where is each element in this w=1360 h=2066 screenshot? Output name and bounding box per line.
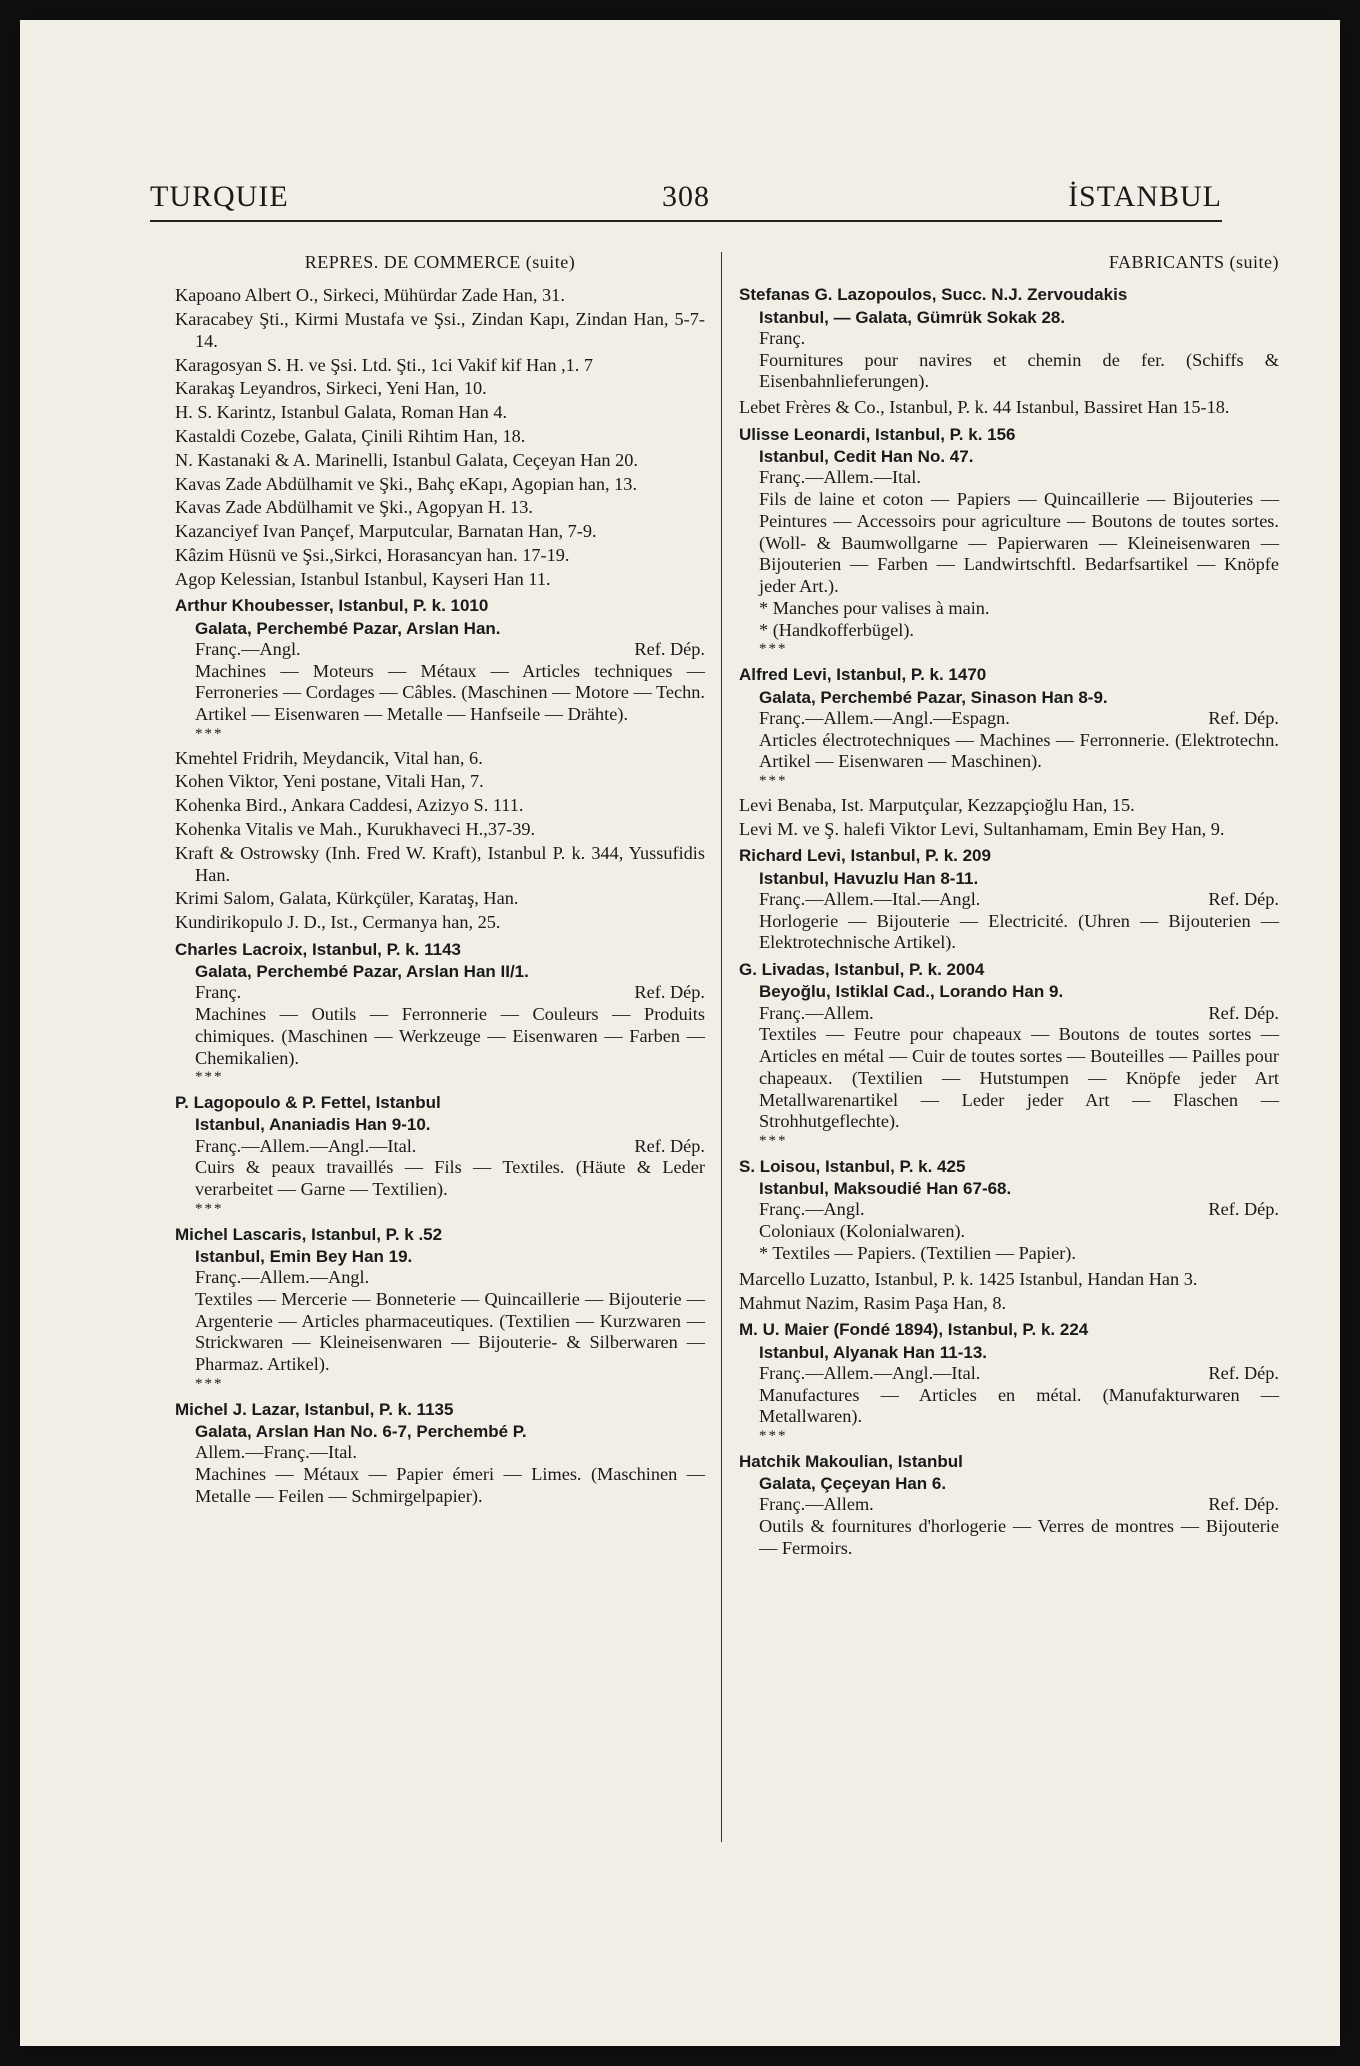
- listing-entry: Agop Kelessian, Istanbul Istanbul, Kayseri Han 11.: [175, 568, 551, 589]
- separator-stars: ***: [759, 1133, 788, 1150]
- company-address: Istanbul, Havuzlu Han 8-11.: [759, 868, 979, 888]
- references: Ref. Dép.: [634, 982, 705, 1003]
- listing-entry: Marcello Luzatto, Istanbul, P. k. 1425 Istanbul, Handan Han 3.: [739, 1268, 1198, 1289]
- languages: Franç.—Allem.—Angl.: [195, 1267, 370, 1288]
- company-block-livadas: [739, 960, 1279, 1151]
- products: Textiles — Feutre pour chapeaux — Boutons de toutes sortes — Articles en métal — Cuir de toutes sortes — Bouteilles — Pailles pour chapeaux. (Textilien — Hutstumpen — Knöpfe jeder Art Metallwarenartikel — Leder jeder Art — Flaschen — Strohhutgeflechte).: [759, 1024, 1279, 1132]
- references: Ref. Dép.: [1208, 707, 1279, 728]
- listing-entry: Kâzim Hüsnü ve Şsi.,Sirkci, Horasancyan han. 17-19.: [175, 544, 570, 565]
- references: Ref. Dép.: [1208, 1362, 1279, 1383]
- company-name: Stefanas G. Lazopoulos, Succ. N.J. Zervoudakis: [739, 285, 1128, 305]
- company-block-lagopoulo: [175, 1093, 705, 1219]
- company-name: Richard Levi, Istanbul, P. k. 209: [739, 846, 991, 866]
- listing-entry: Kohenka Vitalis ve Mah., Kurukhaveci H.,37-39.: [175, 819, 536, 839]
- products: Cuirs & peaux travaillés — Fils — Textiles. (Häute & Leder verarbeitet — Garne — Textilien).: [195, 1157, 705, 1200]
- separator-stars: ***: [195, 725, 224, 742]
- references: Ref. Dép.: [1208, 888, 1279, 909]
- company-name: Arthur Khoubesser, Istanbul, P. k. 1010: [175, 596, 489, 616]
- company-name: M. U. Maier (Fondé 1894), Istanbul, P. k. 224: [739, 1320, 1089, 1340]
- company-address: Galata, Perchembé Pazar, Arslan Han.: [195, 618, 501, 638]
- listing-entry: Levi Benaba, Ist. Marputçular, Kezzapçioğlu Han, 15.: [739, 794, 1135, 815]
- right-column: [739, 252, 1279, 1564]
- products: Manufactures — Articles en métal. (Manufakturwaren — Metallwaren).: [759, 1384, 1279, 1427]
- languages-line: [739, 708, 1279, 730]
- references: Ref. Dép.: [1208, 1494, 1279, 1515]
- company-block-loisou: [739, 1157, 1279, 1265]
- languages: Franç.: [759, 327, 806, 348]
- company-address: Istanbul, Maksoudié Han 67-68.: [759, 1179, 1012, 1199]
- listing-entry: Krimi Salom, Galata, Kürkçüler, Karataş, Han.: [175, 888, 519, 909]
- left-column-title: REPRES. DE COMMERCE (suite): [304, 252, 576, 272]
- note: * Manches pour valises à main.: [759, 597, 990, 618]
- listing-entry: Kazanciyef Ivan Pançef, Marputcular, Barnatan Han, 7-9.: [175, 521, 597, 542]
- company-address: Beyoğlu, Istiklal Cad., Lorando Han 9.: [759, 982, 1064, 1002]
- company-block-lacroix: [175, 940, 705, 1087]
- separator-stars: ***: [195, 1069, 224, 1086]
- languages-line: [739, 1199, 1279, 1221]
- company-block-lascaris: [175, 1225, 705, 1394]
- languages: Franç.—Allem.—Ital.: [759, 467, 921, 488]
- listing-entry: Karagosyan S. H. ve Şsi. Ltd. Şti., 1ci Vakif kif Han ,1. 7: [175, 354, 594, 375]
- languages: Franç.: [195, 982, 242, 1003]
- company-block-makoulian: [739, 1452, 1279, 1560]
- languages-line: [175, 639, 705, 661]
- right-column-title: FABRICANTS (suite): [1108, 252, 1279, 272]
- products: Fournitures pour navires et chemin de fer. (Schiffs & Eisenbahnlieferungen).: [759, 349, 1279, 392]
- note: * Textiles — Papiers. (Textilien — Papier).: [759, 1243, 1076, 1263]
- listing-entry: Kavas Zade Abdülhamit ve Şki., Agopyan H. 13.: [175, 497, 533, 518]
- products: Outils & fournitures d'horlogerie — Verres de montres — Bijouterie — Fermoirs.: [759, 1516, 1279, 1558]
- languages: Franç.—Allem.—Angl.—Espagn.: [759, 707, 1010, 728]
- references: Ref. Dép.: [1208, 1199, 1279, 1220]
- languages: Allem.—Franç.—Ital.: [195, 1442, 357, 1463]
- company-name: Hatchik Makoulian, Istanbul: [739, 1451, 963, 1471]
- products: Textiles — Mercerie — Bonneterie — Quincaillerie — Bijouterie — Argenterie — Articles pharmaceutiques. (Textilien — Kurzwaren — Strickwaren — Kleineisenwaren — Bijouterie- & Silberwaren — Pharmaz. Artikel).: [195, 1288, 705, 1375]
- listing-entry: Karacabey Şti., Kirmi Mustafa ve Şsi., Zindan Kapı, Zindan Han, 5-7-14.: [175, 309, 705, 351]
- products: Machines — Moteurs — Métaux — Articles techniques — Ferroneries — Cordages — Câbles. (Maschinen — Motore — Techn. Artikel — Eisenwaren — Metalle — Hanfseile — Drähte).: [195, 660, 705, 725]
- listing-entry: Kohenka Bird., Ankara Caddesi, Azizyo S. 111.: [175, 795, 524, 816]
- company-address: Galata, Çeçeyan Han 6.: [759, 1474, 947, 1494]
- languages-line: [739, 889, 1279, 911]
- products: Machines — Outils — Ferronnerie — Couleurs — Produits chimiques. (Maschinen — Werkzeuge — Eisenwaren — Farben — Chemikalien).: [195, 1004, 705, 1068]
- company-address: Galata, Arslan Han No. 6-7, Perchembé P.: [195, 1422, 527, 1442]
- company-name: Alfred Levi, Istanbul, P. k. 1470: [739, 665, 987, 685]
- languages-line: [739, 1363, 1279, 1385]
- page-header: [150, 170, 1222, 222]
- company-block-leonardi: [739, 425, 1279, 659]
- listing-entry: Kapoano Albert O., Sirkeci, Mühürdar Zade Han, 31.: [175, 285, 565, 306]
- page-number: 308: [662, 180, 710, 213]
- languages: Franç.—Allem.—Ital.—Angl.: [759, 888, 981, 909]
- languages-line: [175, 982, 705, 1004]
- company-block-maier: [739, 1320, 1279, 1446]
- company-name: Michel Lascaris, Istanbul, P. k .52: [175, 1224, 443, 1244]
- listing-entry: Mahmut Nazim, Rasim Paşa Han, 8.: [739, 1292, 1007, 1313]
- languages: Franç.—Allem.: [759, 1002, 874, 1023]
- company-name: S. Loisou, Istanbul, P. k. 425: [739, 1157, 966, 1177]
- languages: Franç.—Allem.—Angl.—Ital.: [195, 1135, 417, 1156]
- company-name: Ulisse Leonardi, Istanbul, P. k. 156: [739, 424, 1016, 444]
- column-divider: [721, 252, 722, 1842]
- company-name: Charles Lacroix, Istanbul, P. k. 1143: [175, 939, 461, 959]
- company-name: P. Lagopoulo & P. Fettel, Istanbul: [175, 1093, 441, 1113]
- products: Fils de laine et coton — Papiers — Quincaillerie — Bijouteries — Peintures — Accessoirs pour agriculture — Boutons de toutes sortes. (Woll- & Baumwollgarne — Papierwaren — Kleineisenwaren — Bijouterien — Farben — Landwirtschftl. Bedarfsartikel — Knöpfe jeder Art.).: [759, 489, 1279, 597]
- company-block-lazopoulos: [739, 285, 1279, 393]
- company-address: Galata, Perchembé Pazar, Arslan Han II/1.: [195, 962, 529, 982]
- company-address: Istanbul, Emin Bey Han 19.: [195, 1246, 413, 1266]
- listing-entry: Kastaldi Cozebe, Galata, Çinili Rihtim Han, 18.: [175, 426, 526, 446]
- products: Articles électrotechniques — Machines — Ferronnerie. (Elektrotechn. Artikel — Eisenwaren — Maschinen).: [759, 729, 1279, 772]
- products: Machines — Métaux — Papier émeri — Limes. (Maschinen — Metalle — Feilen — Schmirgelpapier).: [195, 1464, 705, 1506]
- languages-line: [739, 1494, 1279, 1516]
- company-block-khoubesser: [175, 596, 705, 743]
- separator-stars: ***: [759, 1428, 788, 1445]
- company-block-lazar: [175, 1400, 705, 1508]
- languages: Franç.—Allem.—Angl.—Ital.: [759, 1362, 981, 1383]
- separator-stars: ***: [195, 1376, 224, 1393]
- company-block-alfred-levi: [739, 665, 1279, 791]
- separator-stars: ***: [759, 773, 788, 790]
- languages: Franç.—Allem.: [759, 1494, 874, 1515]
- products: Horlogerie — Bijouterie — Electricité. (Uhren — Bijouterien — Elektrotechnische Artikel).: [759, 910, 1279, 953]
- listing-entry: Kohen Viktor, Yeni postane, Vitali Han, 7.: [175, 771, 484, 792]
- listing-entry: Levi M. ve Ş. halefi Viktor Levi, Sultanhamam, Emin Bey Han, 9.: [739, 818, 1225, 839]
- references: Ref. Dép.: [1208, 1002, 1279, 1023]
- document-page: [20, 20, 1340, 2046]
- listing-entry: N. Kastanaki & A. Marinelli, Istanbul Galata, Ceçeyan Han 20.: [175, 449, 638, 470]
- listing-entry: Karakaş Leyandros, Sirkeci, Yeni Han, 10.: [175, 378, 487, 399]
- header-country: TURQUIE: [150, 180, 289, 213]
- listing-entry: H. S. Karintz, Istanbul Galata, Roman Han 4.: [175, 402, 508, 423]
- languages: Franç.—Angl.: [759, 1199, 865, 1220]
- references: Ref. Dép.: [634, 1135, 705, 1156]
- company-name: Michel J. Lazar, Istanbul, P. k. 1135: [175, 1399, 454, 1419]
- left-column: [175, 252, 705, 1512]
- header-city: İSTANBUL: [1068, 180, 1222, 213]
- company-address: Galata, Perchembé Pazar, Sinason Han 8-9.: [759, 687, 1108, 707]
- languages-line: [175, 1136, 705, 1158]
- company-name: G. Livadas, Istanbul, P. k. 2004: [739, 960, 985, 980]
- references: Ref. Dép.: [634, 638, 705, 659]
- separator-stars: ***: [759, 641, 788, 658]
- languages-line: [739, 1003, 1279, 1025]
- company-block-richard-levi: [739, 846, 1279, 954]
- company-address: Istanbul, — Galata, Gümrük Sokak 28.: [759, 307, 1066, 327]
- listing-entry: Lebet Frères & Co., Istanbul, P. k. 44 Istanbul, Bassiret Han 15-18.: [739, 397, 1230, 418]
- separator-stars: ***: [195, 1200, 224, 1217]
- listing-entry: Kraft & Ostrowsky (Inh. Fred W. Kraft), Istanbul P. k. 344, Yussufidis Han.: [175, 842, 705, 885]
- listing-entry: Kundirikopulo J. D., Ist., Cermanya han, 25.: [175, 912, 501, 933]
- products: Coloniaux (Kolonialwaren).: [759, 1221, 966, 1242]
- company-address: Istanbul, Ananiadis Han 9-10.: [195, 1115, 431, 1135]
- note: * (Handkofferbügel).: [759, 619, 914, 640]
- listing-entry: Kavas Zade Abdülhamit ve Şki., Bahç eKapı, Agopian han, 13.: [175, 473, 638, 494]
- listing-entry: Kmehtel Fridrih, Meydancik, Vital han, 6.: [175, 747, 483, 768]
- company-address: Istanbul, Alyanak Han 11-13.: [759, 1342, 988, 1362]
- company-address: Istanbul, Cedit Han No. 47.: [759, 447, 974, 467]
- languages: Franç.—Angl.: [195, 638, 301, 659]
